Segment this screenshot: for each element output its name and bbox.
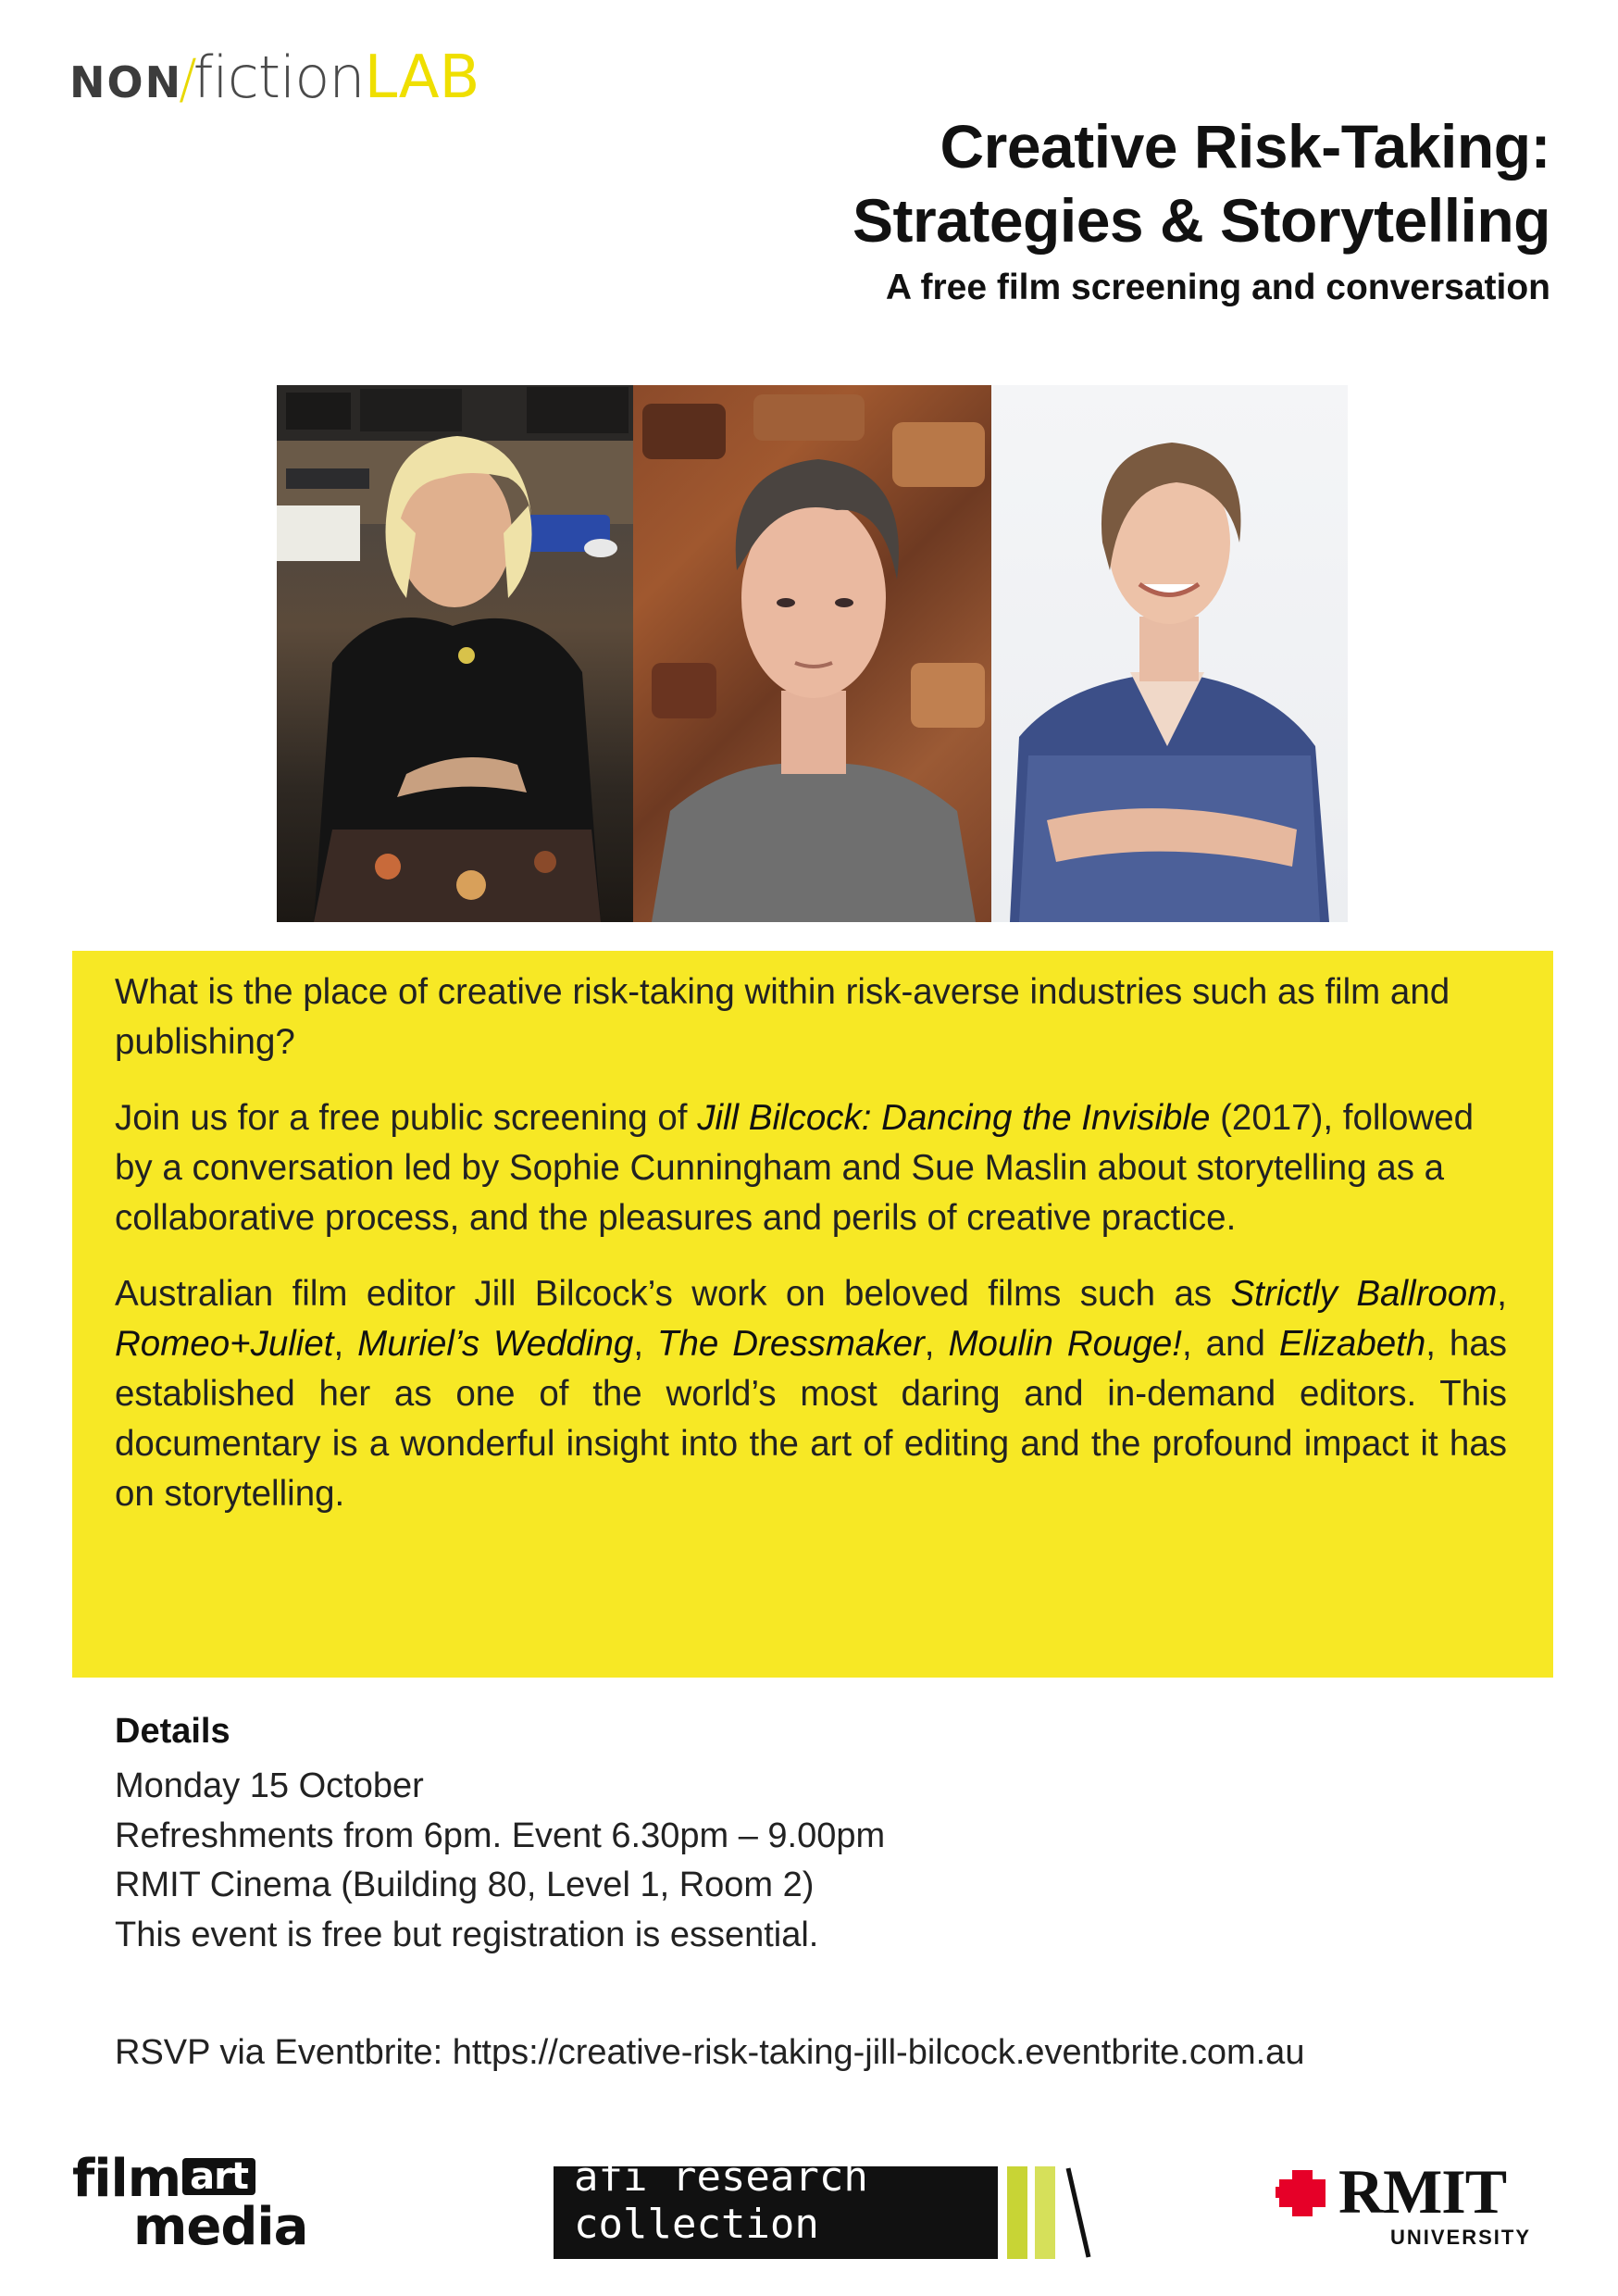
registration-note: This event is free but registration is essential. bbox=[115, 1915, 819, 1954]
subtitle: A free film screening and conversation bbox=[885, 268, 1550, 307]
logo-slash: / bbox=[179, 47, 197, 110]
afi-bar-icon bbox=[1035, 2166, 1055, 2259]
film-romeo-juliet: Romeo+Juliet bbox=[115, 1324, 334, 1364]
afi-logo-text: afi research collection bbox=[554, 2166, 998, 2259]
separator: , bbox=[633, 1324, 657, 1364]
separator: , bbox=[333, 1324, 358, 1364]
film-title: Jill Bilcock: Dancing the Invisible bbox=[697, 1098, 1211, 1138]
intro-question: What is the place of creative risk-taking within risk-averse industries such as film and publishing? bbox=[115, 972, 1450, 1062]
bilcock-intro: Australian film editor Jill Bilcock’s work on beloved films such as bbox=[115, 1274, 1231, 1314]
film-elizabeth: Elizabeth bbox=[1278, 1324, 1426, 1364]
separator: , bbox=[924, 1324, 949, 1364]
screening-paragraph bbox=[115, 1093, 1507, 1243]
rmit-logo bbox=[1276, 2156, 1532, 2250]
fam-art: art bbox=[182, 2158, 255, 2195]
rmit-university: UNIVERSITY bbox=[1390, 2226, 1532, 2249]
fam-film: film bbox=[72, 2149, 181, 2209]
rsvp-link[interactable]: RSVP via Eventbrite: https://creative-risk-taking-jill-bilcock.eventbrite.com.au bbox=[115, 2033, 1305, 2072]
film-moulin-rouge: Moulin Rouge! bbox=[948, 1324, 1182, 1364]
event-date: Monday 15 October bbox=[115, 1766, 424, 1805]
afi-slash-icon bbox=[1064, 2166, 1092, 2259]
description-box bbox=[72, 951, 1553, 1678]
portrait-photo-2 bbox=[633, 385, 991, 922]
event-time: Refreshments from 6pm. Event 6.30pm – 9.00pm bbox=[115, 1816, 886, 1855]
title-block bbox=[853, 109, 1550, 311]
filmartmedia-logo bbox=[72, 2149, 308, 2257]
fam-media: media bbox=[133, 2197, 308, 2257]
screening-text-after: (2017), followed by a conversation led by Sophie Cunningham and Sue Maslin about storytelling as a collaborative process, and the pleasures and perils of creative practice. bbox=[115, 1098, 1475, 1238]
film-muriels-wedding: Muriel’s Wedding bbox=[357, 1324, 634, 1364]
event-venue: RMIT Cinema (Building 80, Level 1, Room 2) bbox=[115, 1866, 815, 1904]
details-heading: Details bbox=[115, 1712, 230, 1751]
bilcock-outro: , has established her as one of the world’s most daring and in-demand editors. This documentary is a wonderful insight into the art of editing and the profound impact it has on storytelling. bbox=[115, 1324, 1507, 1514]
portrait-photo-3 bbox=[991, 385, 1348, 922]
rmit-wordmark: RMIT bbox=[1338, 2156, 1507, 2227]
rmit-pixel-icon bbox=[1276, 2166, 1329, 2220]
title-line-2: Strategies & Storytelling bbox=[852, 186, 1550, 255]
separator: , bbox=[1497, 1274, 1507, 1314]
title-line-1: Creative Risk-Taking: bbox=[940, 112, 1550, 181]
bilcock-paragraph bbox=[115, 1269, 1507, 1519]
logo-non: NON bbox=[69, 57, 183, 107]
film-the-dressmaker: The Dressmaker bbox=[656, 1324, 925, 1364]
afi-bar-icon bbox=[1007, 2166, 1027, 2259]
portrait-photo-1 bbox=[277, 385, 633, 922]
film-strictly-ballroom: Strictly Ballroom bbox=[1230, 1274, 1498, 1314]
portrait-photos bbox=[277, 385, 1348, 922]
logo-fiction: fiction bbox=[193, 44, 365, 111]
nonfictionlab-logo bbox=[69, 44, 480, 112]
event-details bbox=[115, 1706, 885, 1960]
logo-lab: LAB bbox=[364, 44, 480, 112]
afi-research-collection-logo bbox=[554, 2153, 1092, 2259]
separator: , and bbox=[1182, 1324, 1279, 1364]
screening-text-before: Join us for a free public screening of bbox=[115, 1098, 698, 1138]
